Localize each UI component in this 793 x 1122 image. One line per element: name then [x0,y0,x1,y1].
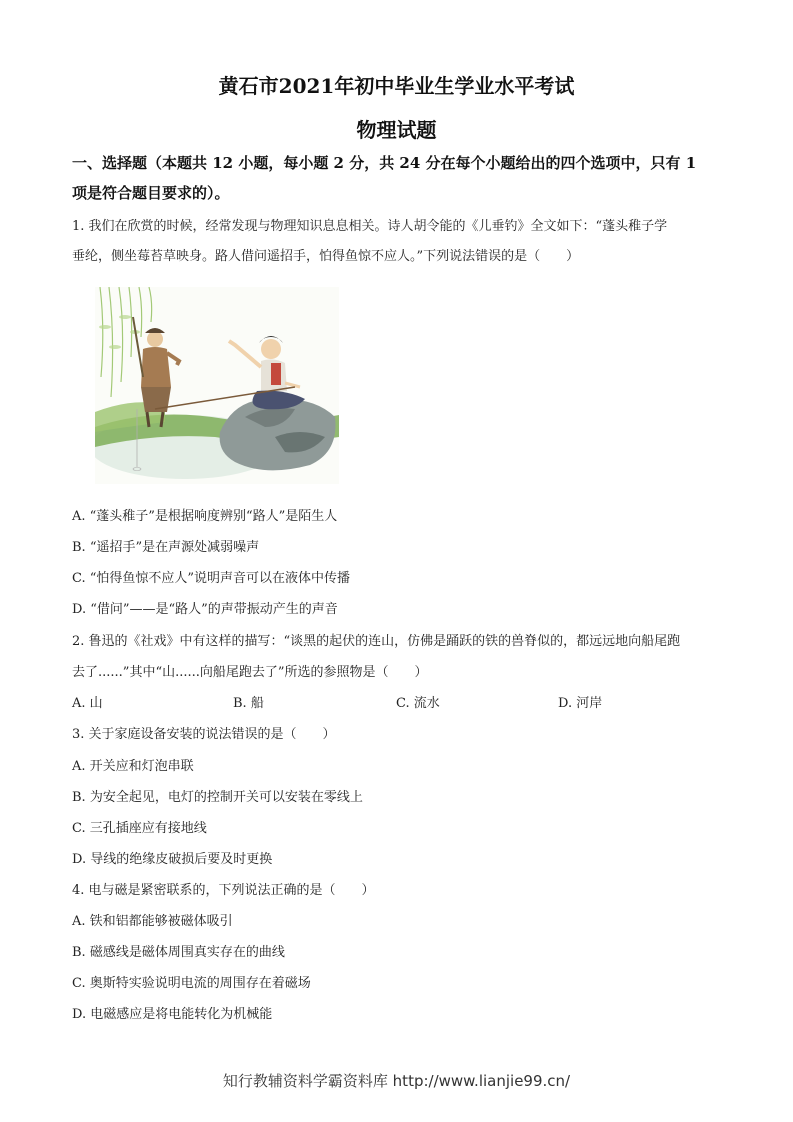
question-1-option-d: D. “借问”——是“路人”的声带振动产生的声音 [72,602,338,617]
question-3-option-c: C. 三孔插座应有接地线 [72,821,207,836]
question-2-line1: 2. 鲁迅的《社戏》中有这样的描写：“谈黑的起伏的连山，仿佛是踊跃的铁的兽脊似的，都远远地向船尾跑 [72,634,681,649]
question-3-option-a: A. 开关应和灯泡串联 [72,759,194,774]
question-4-option-c: C. 奥斯特实验说明电流的周围存在着磁场 [72,976,311,991]
question-4-line1: 4. 电与磁是紧密联系的，下列说法正确的是（ ） [72,883,375,898]
question-1-option-b: B. “遥招手”是在声源处减弱噪声 [72,540,260,555]
question-4-option-b: B. 磁感线是磁体周围真实存在的曲线 [72,945,285,960]
question-4-option-a: A. 铁和铝都能够被磁体吸引 [72,914,233,929]
question-2-option-c: C. 流水 [396,696,440,711]
question-1-line2: 垂纶，侧坐莓苔草映身。路人借问遥招手，怕得鱼惊不应人。”下列说法错误的是（ ） [72,249,580,264]
question-2-option-d: D. 河岸 [558,696,603,711]
fishing-child-illustration [95,287,339,484]
section-heading-line1: 一、选择题（本题共 12 小题，每小题 2 分，共 24 分在每个小题给出的四个选项中，只有 1 [72,154,697,172]
question-2-line2: 去了......”其中“山......向船尾跑去了”所选的参照物是（ ） [72,665,428,680]
footer-watermark: 知行教辅资料学霸资料库 http://www.lianjie99.cn/ [222,1072,571,1090]
question-1-line1: 1. 我们在欣赏的时候，经常发现与物理知识息息相关。诗人胡令能的《儿垂钓》全文如下：“蓬头稚子学 [72,219,668,234]
question-3-option-b: B. 为安全起见，电灯的控制开关可以安装在零线上 [72,790,363,805]
page-title: 黄石市2021年初中毕业生学业水平考试 [218,74,575,98]
question-2-option-a: A. 山 [72,696,103,711]
question-1-option-a: A. “蓬头稚子”是根据响度辨别“路人”是陌生人 [72,509,338,524]
question-2-option-b: B. 船 [233,696,264,711]
question-4-option-d: D. 电磁感应是将电能转化为机械能 [72,1007,273,1022]
question-3-line1: 3. 关于家庭设备安装的说法错误的是（ ） [72,727,336,742]
question-3-option-d: D. 导线的绝缘皮破损后要及时更换 [72,852,273,867]
section-heading-line2: 项是符合题目要求的）。 [72,184,230,202]
question-1-option-c: C. “怕得鱼惊不应人”说明声音可以在液体中传播 [72,571,351,586]
page-subtitle: 物理试题 [356,118,437,142]
